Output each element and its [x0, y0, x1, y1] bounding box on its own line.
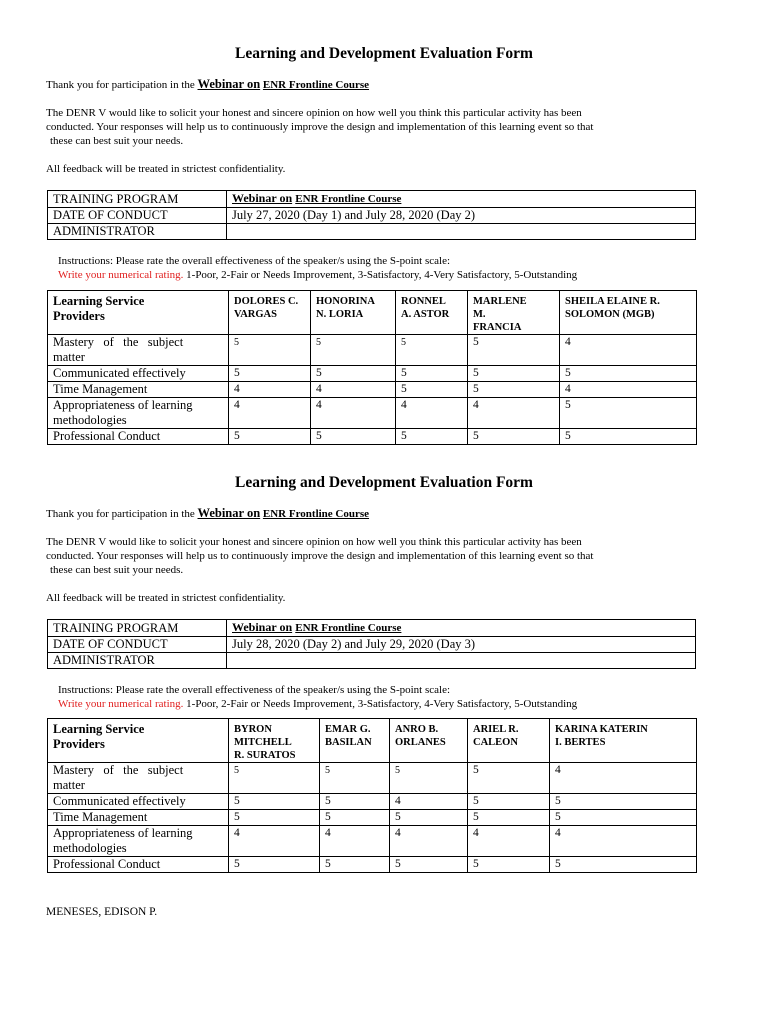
thanks-line — [46, 77, 369, 92]
rating-prompt: Write your numerical rating. — [58, 269, 184, 281]
rating-cell[interactable]: 5 — [550, 857, 697, 873]
criterion-row — [48, 810, 697, 826]
provider-name-line: SOLOMON (MGB) — [565, 309, 655, 320]
provider-header — [468, 291, 560, 335]
program-label: TRAINING PROGRAM — [48, 620, 227, 637]
rating-cell[interactable]: 5 — [396, 429, 468, 445]
admin-row — [48, 653, 696, 669]
rating-cell[interactable]: 4 — [311, 398, 396, 429]
rating-cell[interactable]: 5 — [468, 429, 560, 445]
admin-row — [48, 224, 696, 240]
form-title: Learning and Development Evaluation Form — [235, 474, 533, 491]
rating-scale-line — [58, 697, 577, 711]
date-value: July 28, 2020 (Day 2) and July 29, 2020 (Day 3) — [227, 637, 696, 653]
criterion-row — [48, 763, 697, 794]
program-webinar: Webinar on — [232, 620, 293, 634]
providers-header-line-1: Learning Service — [53, 722, 145, 736]
criterion-line: methodologies — [53, 841, 127, 855]
criterion-line: Mastery of the subject — [53, 763, 184, 777]
intro-line-1: The DENR V would like to solicit your honest and sincere opinion on how well you think this particular activity has been — [46, 536, 582, 548]
provider-name-line: MARLENE — [473, 296, 527, 307]
criterion-row — [48, 366, 697, 382]
rating-cell[interactable]: 5 — [320, 810, 390, 826]
rating-cell[interactable]: 5 — [229, 366, 311, 382]
provider-header — [229, 719, 320, 763]
admin-value — [227, 653, 696, 669]
thanks-course: ENR Frontline Course — [262, 508, 370, 520]
criterion-label — [48, 826, 229, 857]
rating-cell[interactable]: 4 — [396, 398, 468, 429]
provider-name-line: VARGAS — [234, 309, 277, 320]
criterion-label — [48, 335, 229, 366]
rating-cell[interactable]: 5 — [468, 335, 560, 366]
rating-cell[interactable]: 5 — [396, 366, 468, 382]
criterion-row — [48, 794, 697, 810]
rating-cell[interactable]: 4 — [560, 335, 697, 366]
provider-name-line: DOLORES C. — [234, 296, 299, 307]
rating-cell[interactable]: 4 — [468, 826, 550, 857]
admin-label: ADMINISTRATOR — [48, 653, 227, 669]
rating-cell[interactable]: 4 — [229, 382, 311, 398]
rating-cell[interactable]: 5 — [390, 857, 468, 873]
criterion-line: Communicated effectively — [53, 794, 186, 808]
intro-line-2: conducted. Your responses will help us to continuously improve the design and implementation of this learning event so that — [46, 121, 594, 133]
rating-header-row — [48, 291, 697, 335]
provider-name-line: ARIEL R. — [473, 724, 519, 735]
criterion-label — [48, 429, 229, 445]
rating-cell[interactable]: 5 — [229, 810, 320, 826]
criterion-line: Mastery of the subject — [53, 335, 184, 349]
criterion-row — [48, 857, 697, 873]
provider-name-line: N. LORIA — [316, 309, 364, 320]
rating-cell[interactable]: 5 — [468, 763, 550, 794]
rating-scale: 1-Poor, 2-Fair or Needs Improvement, 3-Satisfactory, 4-Very Satisfactory, 5-Outstanding — [183, 698, 578, 710]
rating-header-row — [48, 719, 697, 763]
rating-cell[interactable]: 5 — [468, 810, 550, 826]
instructions-line: Instructions: Please rate the overall effectiveness of the speaker/s using the S-point scale: — [58, 684, 451, 696]
provider-name-line: EMAR G. — [325, 724, 371, 735]
rating-cell[interactable]: 5 — [390, 810, 468, 826]
provider-name-line: ANRO B. — [395, 724, 439, 735]
instructions — [58, 254, 577, 282]
rating-cell[interactable]: 5 — [229, 429, 311, 445]
criterion-line: matter — [53, 778, 85, 792]
provider-header — [550, 719, 697, 763]
intro-line-3: these can best suit your needs. — [50, 564, 184, 576]
criterion-row — [48, 398, 697, 429]
criterion-row — [48, 382, 697, 398]
provider-name-line: A. ASTOR — [401, 309, 450, 320]
intro-line-3: these can best suit your needs. — [50, 135, 184, 147]
provider-name-line: HONORINA — [316, 296, 375, 307]
criterion-label — [48, 794, 229, 810]
program-info-table — [47, 190, 696, 240]
rating-cell[interactable]: 5 — [320, 763, 390, 794]
signer-name: MENESES, EDISON P. — [46, 906, 158, 918]
rating-cell[interactable]: 5 — [560, 398, 697, 429]
criterion-row — [48, 335, 697, 366]
provider-name-line: ORLANES — [395, 737, 446, 748]
intro-line-2: conducted. Your responses will help us to continuously improve the design and implementation of this learning event so that — [46, 550, 594, 562]
thanks-line — [46, 506, 369, 521]
provider-name-line: CALEON — [473, 737, 518, 748]
providers-header — [48, 719, 229, 763]
rating-cell[interactable]: 5 — [320, 857, 390, 873]
criterion-label — [48, 810, 229, 826]
provider-name-line: KARINA KATERIN — [555, 724, 648, 735]
rating-scale: 1-Poor, 2-Fair or Needs Improvement, 3-Satisfactory, 4-Very Satisfactory, 5-Outstanding — [183, 269, 578, 281]
rating-cell[interactable]: 4 — [320, 826, 390, 857]
program-course: ENR Frontline Course — [295, 193, 402, 205]
admin-value — [227, 224, 696, 240]
criterion-label — [48, 857, 229, 873]
date-label: DATE OF CONDUCT — [48, 208, 227, 224]
program-webinar: Webinar on — [232, 191, 293, 205]
provider-header — [560, 291, 697, 335]
program-course: ENR Frontline Course — [295, 622, 402, 634]
provider-name-line: BYRON — [234, 724, 272, 735]
provider-header — [468, 719, 550, 763]
rating-cell[interactable]: 5 — [560, 429, 697, 445]
program-label: TRAINING PROGRAM — [48, 191, 227, 208]
provider-name-line: MITCHELL — [234, 737, 292, 748]
rating-cell[interactable]: 4 — [550, 763, 697, 794]
criterion-line: Communicated effectively — [53, 366, 186, 380]
thanks-course: ENR Frontline Course — [262, 79, 370, 91]
providers-header-line-2: Providers — [53, 737, 105, 751]
program-info-table — [47, 619, 696, 669]
instructions — [58, 683, 577, 711]
rating-cell[interactable]: 5 — [229, 794, 320, 810]
rating-cell[interactable]: 5 — [396, 382, 468, 398]
providers-header-line-1: Learning Service — [53, 294, 145, 308]
rating-cell[interactable]: 4 — [311, 382, 396, 398]
criterion-label — [48, 763, 229, 794]
rating-cell[interactable]: 5 — [468, 794, 550, 810]
provider-header — [229, 291, 311, 335]
admin-label: ADMINISTRATOR — [48, 224, 227, 240]
date-value: July 27, 2020 (Day 1) and July 28, 2020 (Day 2) — [227, 208, 696, 224]
rating-cell[interactable]: 5 — [550, 794, 697, 810]
rating-cell[interactable]: 5 — [311, 335, 396, 366]
rating-scale-line — [58, 268, 577, 282]
providers-header — [48, 291, 229, 335]
criterion-line: methodologies — [53, 413, 127, 427]
rating-cell[interactable]: 5 — [320, 794, 390, 810]
rating-cell[interactable]: 5 — [229, 335, 311, 366]
criterion-line: Time Management — [53, 810, 148, 824]
provider-header — [390, 719, 468, 763]
rating-cell[interactable]: 4 — [229, 398, 311, 429]
rating-cell[interactable]: 5 — [311, 366, 396, 382]
rating-cell[interactable]: 4 — [390, 794, 468, 810]
criterion-line: Appropriateness of learning — [53, 398, 193, 412]
confidentiality-note: All feedback will be treated in strictest confidentiality. — [46, 592, 286, 604]
rating-cell[interactable]: 4 — [560, 382, 697, 398]
program-value — [227, 191, 696, 208]
criterion-line: matter — [53, 350, 85, 364]
provider-name-line: RONNEL — [401, 296, 446, 307]
program-row — [48, 191, 696, 208]
date-label: DATE OF CONDUCT — [48, 637, 227, 653]
criterion-line: Appropriateness of learning — [53, 826, 193, 840]
rating-cell[interactable]: 4 — [468, 398, 560, 429]
date-row — [48, 637, 696, 653]
criterion-label — [48, 366, 229, 382]
provider-header — [320, 719, 390, 763]
criterion-line: Time Management — [53, 382, 148, 396]
provider-header — [396, 291, 468, 335]
program-row — [48, 620, 696, 637]
rating-cell[interactable]: 5 — [396, 335, 468, 366]
intro-line-1: The DENR V would like to solicit your honest and sincere opinion on how well you think this particular activity has been — [46, 107, 582, 119]
rating-cell[interactable]: 4 — [390, 826, 468, 857]
provider-name-line: R. SURATOS — [234, 750, 296, 761]
rating-cell[interactable]: 5 — [550, 810, 697, 826]
providers-header-line-2: Providers — [53, 309, 105, 323]
instructions-line: Instructions: Please rate the overall effectiveness of the speaker/s using the S-point scale: — [58, 255, 451, 267]
thanks-webinar: Webinar on — [197, 506, 261, 520]
criterion-line: Professional Conduct — [53, 429, 161, 443]
date-row — [48, 208, 696, 224]
rating-cell[interactable]: 5 — [560, 366, 697, 382]
rating-prompt: Write your numerical rating. — [58, 698, 184, 710]
form-title: Learning and Development Evaluation Form — [235, 45, 533, 62]
rating-cell[interactable]: 5 — [468, 857, 550, 873]
rating-cell[interactable]: 4 — [229, 826, 320, 857]
rating-cell[interactable]: 5 — [468, 366, 560, 382]
criterion-row — [48, 429, 697, 445]
provider-name-line: SHEILA ELAINE R. — [565, 296, 660, 307]
provider-name-line: M. — [473, 309, 486, 320]
intro-paragraph — [46, 535, 706, 577]
criterion-label — [48, 382, 229, 398]
rating-cell[interactable]: 5 — [229, 763, 320, 794]
rating-cell[interactable]: 5 — [468, 382, 560, 398]
provider-name-line: I. BERTES — [555, 737, 606, 748]
provider-header — [311, 291, 396, 335]
thanks-prefix: Thank you for participation in the — [46, 79, 195, 91]
criterion-row — [48, 826, 697, 857]
rating-cell[interactable]: 5 — [229, 857, 320, 873]
rating-cell[interactable]: 5 — [311, 429, 396, 445]
program-value — [227, 620, 696, 637]
provider-name-line: FRANCIA — [473, 322, 522, 333]
rating-cell[interactable]: 4 — [550, 826, 697, 857]
thanks-webinar: Webinar on — [197, 77, 261, 91]
rating-table — [47, 718, 697, 873]
thanks-prefix: Thank you for participation in the — [46, 508, 195, 520]
criterion-label — [48, 398, 229, 429]
intro-paragraph — [46, 106, 706, 148]
rating-cell[interactable]: 5 — [390, 763, 468, 794]
rating-table — [47, 290, 697, 445]
criterion-line: Professional Conduct — [53, 857, 161, 871]
confidentiality-note: All feedback will be treated in strictest confidentiality. — [46, 163, 286, 175]
provider-name-line: BASILAN — [325, 737, 372, 748]
